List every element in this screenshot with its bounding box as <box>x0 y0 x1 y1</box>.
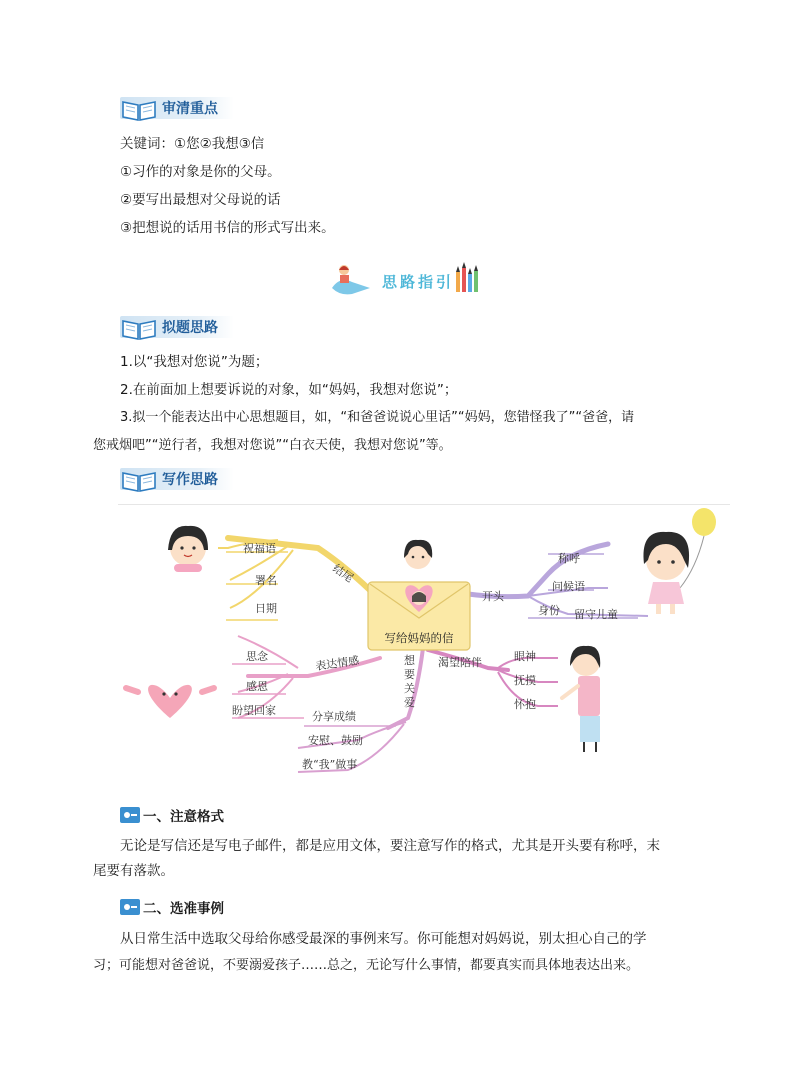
review-line-3: ②要写出最想对父母说的话 <box>120 192 281 208</box>
divider <box>118 504 730 505</box>
mother-face-illustration <box>168 526 208 572</box>
section-title-examples: 二、选准事例 <box>143 901 224 917</box>
bookmark-icon <box>120 807 140 823</box>
section-header-examples <box>120 896 224 918</box>
mindmap-opening-item-2: 问候语 <box>552 580 585 593</box>
open-book-icon <box>120 312 158 342</box>
title-ideas-line-4: 您戒烟吧”“逆行者，我想对您说”“白衣天使，我想对您说”等。 <box>93 438 452 453</box>
open-book-icon <box>120 464 158 494</box>
mindmap-opening-extra: 留守儿童 <box>574 608 618 621</box>
girl-with-balloon-illustration <box>643 508 716 614</box>
mindmap-care-item-2: 安慰、鼓励 <box>308 734 363 747</box>
bookmark-icon <box>120 899 140 915</box>
examples-line-2: 习；可能想对爸爸说，不要溺爱孩子……总之，无论写什么事情，都要真实而具体地表达出来。 <box>93 958 640 973</box>
mindmap-company-item-2: 抚摸 <box>514 674 536 687</box>
mindmap-care-label-4: 爱 <box>404 696 415 709</box>
mindmap-opening-item-1: 称呼 <box>558 552 580 565</box>
mindmap-ending-item-1: 祝福语 <box>243 542 276 555</box>
mindmap-ending-label: 结尾 <box>330 561 356 586</box>
section-header-review <box>120 93 218 123</box>
format-line-2: 尾要有落款。 <box>93 863 174 879</box>
mindmap-care-item-3: 教“我”做事 <box>302 758 358 771</box>
open-book-icon <box>120 93 158 123</box>
mindmap-company-label: 渴望陪伴 <box>438 656 482 669</box>
guidance-banner-title: 思路指引 <box>382 273 455 291</box>
mindmap-feelings-item-2: 感恩 <box>246 680 268 693</box>
mindmap-feelings-item-3: 盼望回家 <box>232 704 276 717</box>
mindmap-opening-item-3: 身份 <box>538 604 560 617</box>
heart-with-arms-illustration <box>126 685 214 718</box>
mindmap-opening-label: 开头 <box>482 590 504 603</box>
mindmap-company-item-3: 怀抱 <box>514 698 536 711</box>
mindmap-care-label-2: 要 <box>404 668 415 681</box>
review-line-4: ③把想说的话用书信的形式写出来。 <box>120 220 335 236</box>
mindmap-care-label-1: 想 <box>404 654 415 667</box>
mindmap-center-label: 写给妈妈的信 <box>384 631 454 645</box>
mindmap-care-item-1: 分享成绩 <box>312 710 356 723</box>
mindmap-care-label-3: 关 <box>404 682 415 695</box>
mindmap-feelings-label: 表达情感 <box>314 653 360 673</box>
mindmap-company-item-1: 眼神 <box>514 650 536 663</box>
section-title-writing-ideas: 写作思路 <box>162 472 218 488</box>
title-ideas-line-2: 2.在前面加上想要诉说的对象，如“妈妈，我想对您说”； <box>120 382 458 398</box>
title-ideas-line-3: 3.拟一个能表达出中心思想题目，如，“和爸爸说说心里话”“妈妈，您错怪我了”“爸爸，请 <box>120 410 635 425</box>
format-line-1: 无论是写信还是写电子邮件，都是应用文体，要注意写作的格式，尤其是开头要有称呼，末 <box>120 838 660 854</box>
mindmap-ending-item-2: 署名 <box>255 574 277 587</box>
review-line-2: ①习作的对象是你的父母。 <box>120 164 281 180</box>
section-title-review: 审清重点 <box>162 101 218 117</box>
section-header-format <box>120 804 224 826</box>
examples-line-1: 从日常生活中选取父母给你感受最深的事例来写。你可能想对妈妈说，别太担心自己的学 <box>120 931 647 947</box>
section-title-format: 一、注意格式 <box>143 809 224 825</box>
title-ideas-line-1: 1.以“我想对您说”为题； <box>120 354 269 370</box>
section-header-writing-ideas <box>120 464 218 494</box>
mother-figure-illustration <box>562 646 600 752</box>
mindmap-feelings-item-1: 思念 <box>246 650 268 663</box>
section-header-title-ideas <box>120 312 218 342</box>
section-title-title-ideas: 拟题思路 <box>162 320 218 336</box>
mindmap <box>118 508 738 788</box>
girl-face-illustration <box>404 540 432 569</box>
review-line-1: 关键词：①您②我想③信 <box>120 136 265 152</box>
mindmap-ending-item-3: 日期 <box>255 602 277 615</box>
